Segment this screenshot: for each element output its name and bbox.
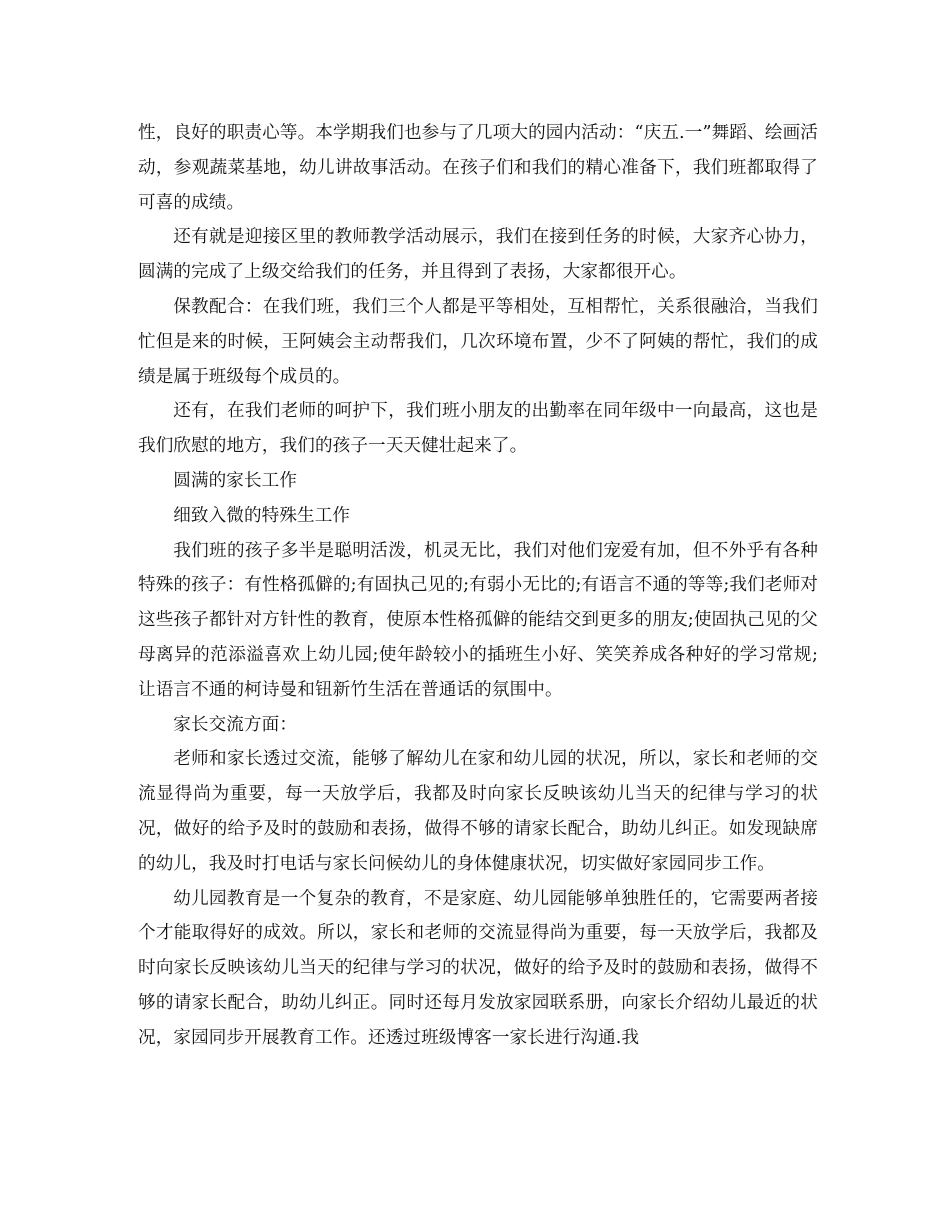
paragraph-4: 还有，在我们老师的呵护下，我们班小朋友的出勤率在同年级中一向最高，这也是我们欣慰的地方，我们的孩子一天天健壮起来了。 [138,401,818,457]
paragraph-5: 我们班的孩子多半是聪明活泼，机灵无比，我们对他们宠爱有加，但不外乎有各种特殊的孩子：有性格孤僻的;有固执己见的;有弱小无比的;有语言不通的等等;我们老师对这些孩子都针对方针性的教育，使原本性格孤僻的能结交到更多的朋友;使固执己见的父母离异的范添溢喜欢上幼儿园;使年龄较小的插班生小好、笑笑养成各种好的学习常规;让语言不通的柯诗曼和钮新竹生活在普通话的氛围中。 [138,540,818,700]
paragraph-1: 性，良好的职责心等。本学期我们也参与了几项大的园内活动：“庆五.一”舞蹈、绘画活动，参观蔬菜基地，幼儿讲故事活动。在孩子们和我们的精心准备下，我们班都取得了可喜的成绩。 [138,123,818,213]
paragraph-6: 老师和家长透过交流，能够了解幼儿在家和幼儿园的状况，所以，家长和老师的交流显得尚为重要，每一天放学后，我都及时向家长反映该幼儿当天的纪律与学习的状况，做好的给予及时的鼓励和表扬，做得不够的请家长配合，助幼儿纠正。如发现缺席的幼儿，我及时打电话与家长问候幼儿的身体健康状况，切实做好家园同步工作。 [138,749,818,874]
subheading-parent-communication: 家长交流方面： [173,714,298,735]
paragraph-7: 幼儿园教育是一个复杂的教育，不是家庭、幼儿园能够单独胜任的，它需要两者接个才能取得好的成效。所以，家长和老师的交流显得尚为重要，每一天放学后，我都及时向家长反映该幼儿当天的纪律与学习的状况，做好的给予及时的鼓励和表扬，做得不够的请家长配合，助幼儿纠正。同时还每月发放家园联系册，向家长介绍幼儿最近的状况，家园同步开展教育工作。还透过班级博客一家长进行沟通.我 [138,888,818,1048]
paragraph-3: 保教配合：在我们班，我们三个人都是平等相处，互相帮忙，关系很融洽，当我们忙但是来的时候，王阿姨会主动帮我们，几次环境布置，少不了阿姨的帮忙，我们的成绩是属于班级每个成员的。 [138,296,818,387]
section-heading-parent-work: 圆满的家长工作 [173,470,298,491]
paragraph-2: 还有就是迎接区里的教师教学活动展示，我们在接到任务的时候，大家齐心协力，圆满的完成了上级交给我们的任务，并且得到了表扬，大家都很开心。 [138,227,818,283]
subheading-special-students: 细致入微的特殊生工作 [173,505,351,526]
document-body [138,116,818,1056]
